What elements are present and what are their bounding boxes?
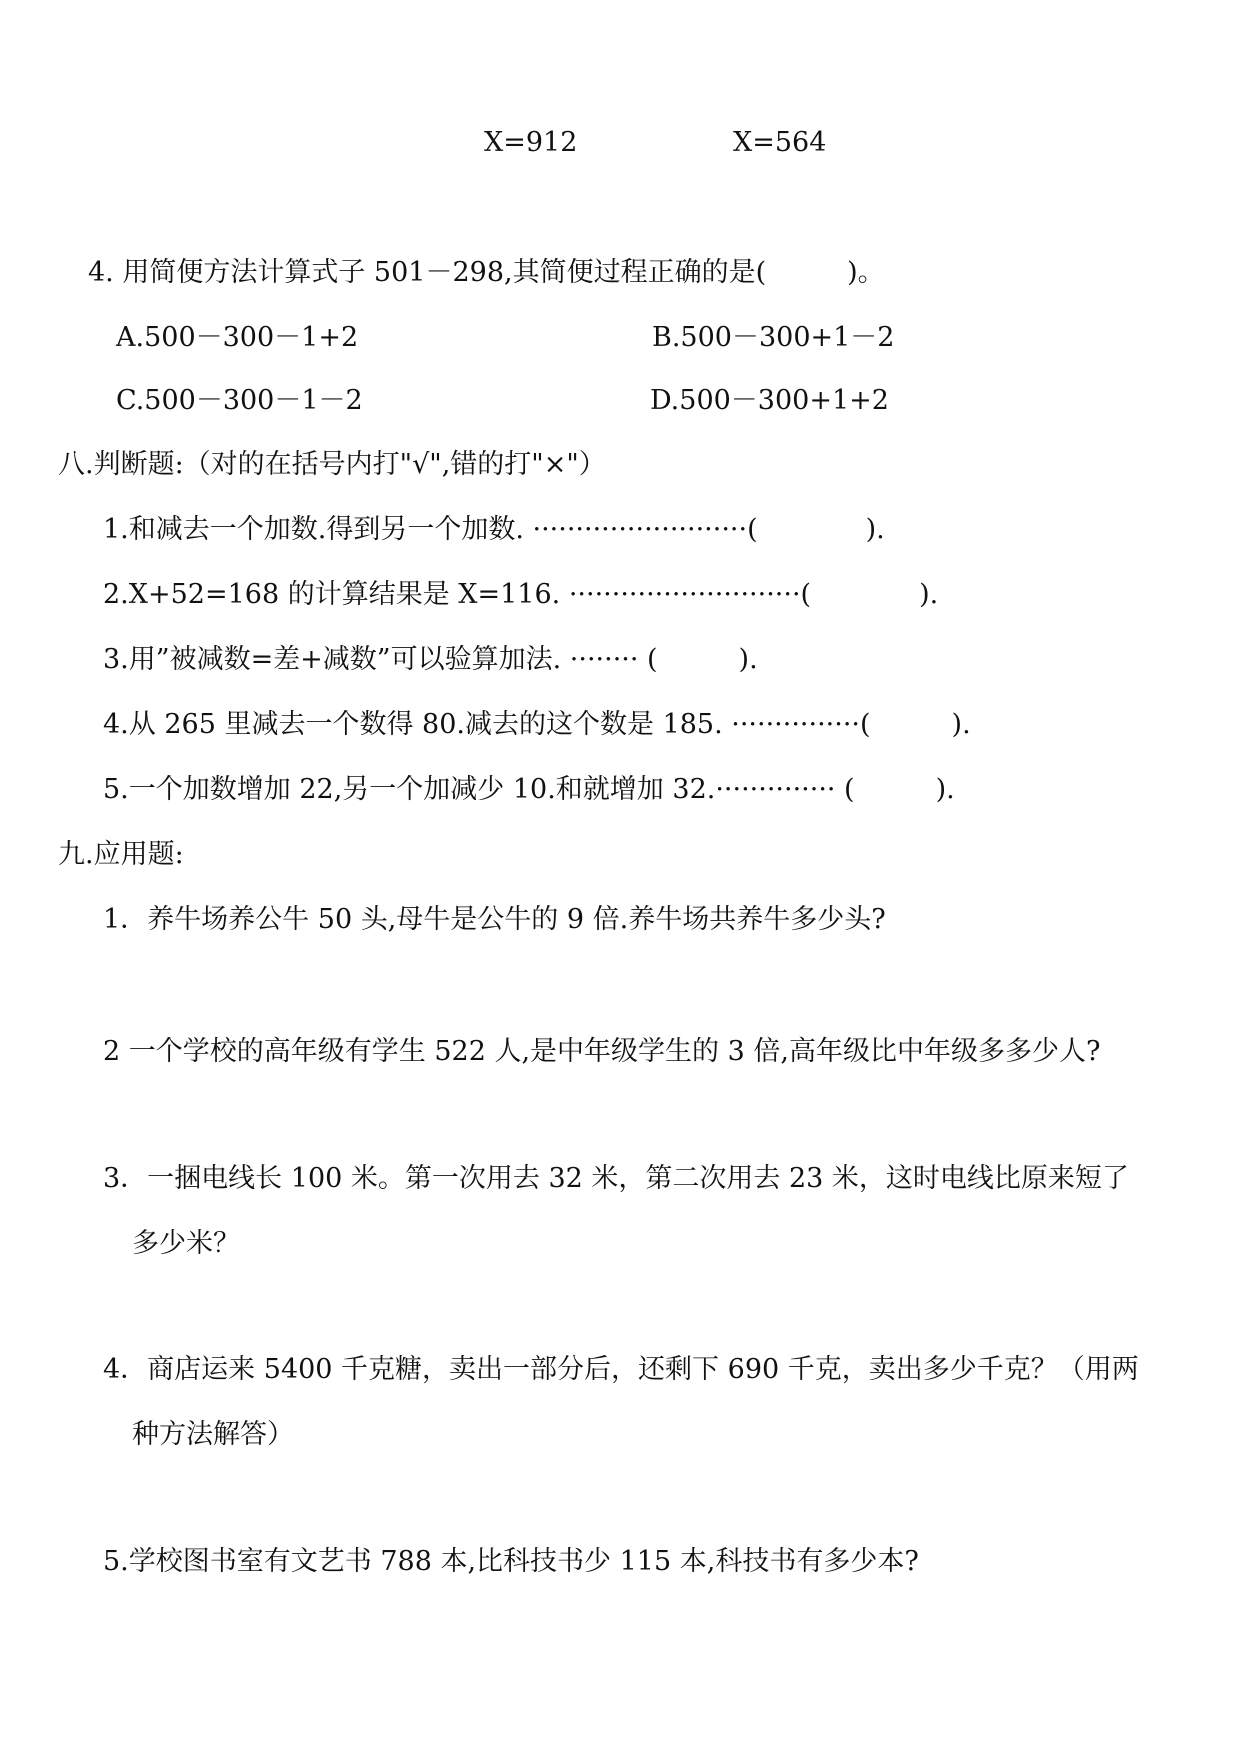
question-4-stem: 4. 用简便方法计算式子 501－298,其简便过程正确的是( )。: [88, 257, 885, 288]
judgment-item-3: 3.用”被减数=差+减数”可以验算加法. ········ ( ).: [103, 644, 758, 675]
application-item-2: 2 一个学校的高年级有学生 522 人,是中年级学生的 3 倍,高年级比中年级多多少人?: [103, 1036, 1101, 1067]
judgment-item-1: 1.和减去一个加数.得到另一个加数. ·························( ).: [103, 514, 885, 545]
application-item-3-line-1: 3．一捆电线长 100 米。第一次用去 32 米，第二次用去 23 米，这时电线比原来短了: [103, 1163, 1129, 1194]
application-item-1: 1．养牛场养公牛 50 头,母牛是公牛的 9 倍.养牛场共养牛多少头?: [103, 904, 886, 935]
option-a: A.500－300－1+2: [116, 322, 359, 353]
application-item-5: 5.学校图书室有文艺书 788 本,比科技书少 115 本,科技书有多少本?: [103, 1546, 919, 1577]
answer-x1: X=912: [484, 127, 578, 158]
application-item-3-line-2: 多少米？: [132, 1228, 240, 1259]
option-d: D.500－300+1+2: [650, 385, 889, 416]
option-b: B.500－300+1－2: [652, 322, 895, 353]
answer-x2: X=564: [733, 127, 827, 158]
application-item-4-line-1: 4．商店运来 5400 千克糖，卖出一部分后，还剩下 690 千克，卖出多少千克？（用两: [103, 1354, 1139, 1385]
section-8-title: 八.判断题:（对的在括号内打"√",错的打"×"）: [58, 449, 606, 480]
judgment-item-2: 2.X+52=168 的计算结果是 X=116. ···························( ).: [103, 579, 939, 610]
judgment-item-5: 5.一个加数增加 22,另一个加减少 10.和就增加 32.·············· ( ).: [103, 774, 955, 805]
section-9-title: 九.应用题:: [58, 839, 184, 870]
option-c: C.500－300－1－2: [116, 385, 363, 416]
judgment-item-4: 4.从 265 里减去一个数得 80.减去的这个数是 185. ···············( ).: [103, 709, 971, 740]
application-item-4-line-2: 种方法解答）: [132, 1419, 294, 1450]
